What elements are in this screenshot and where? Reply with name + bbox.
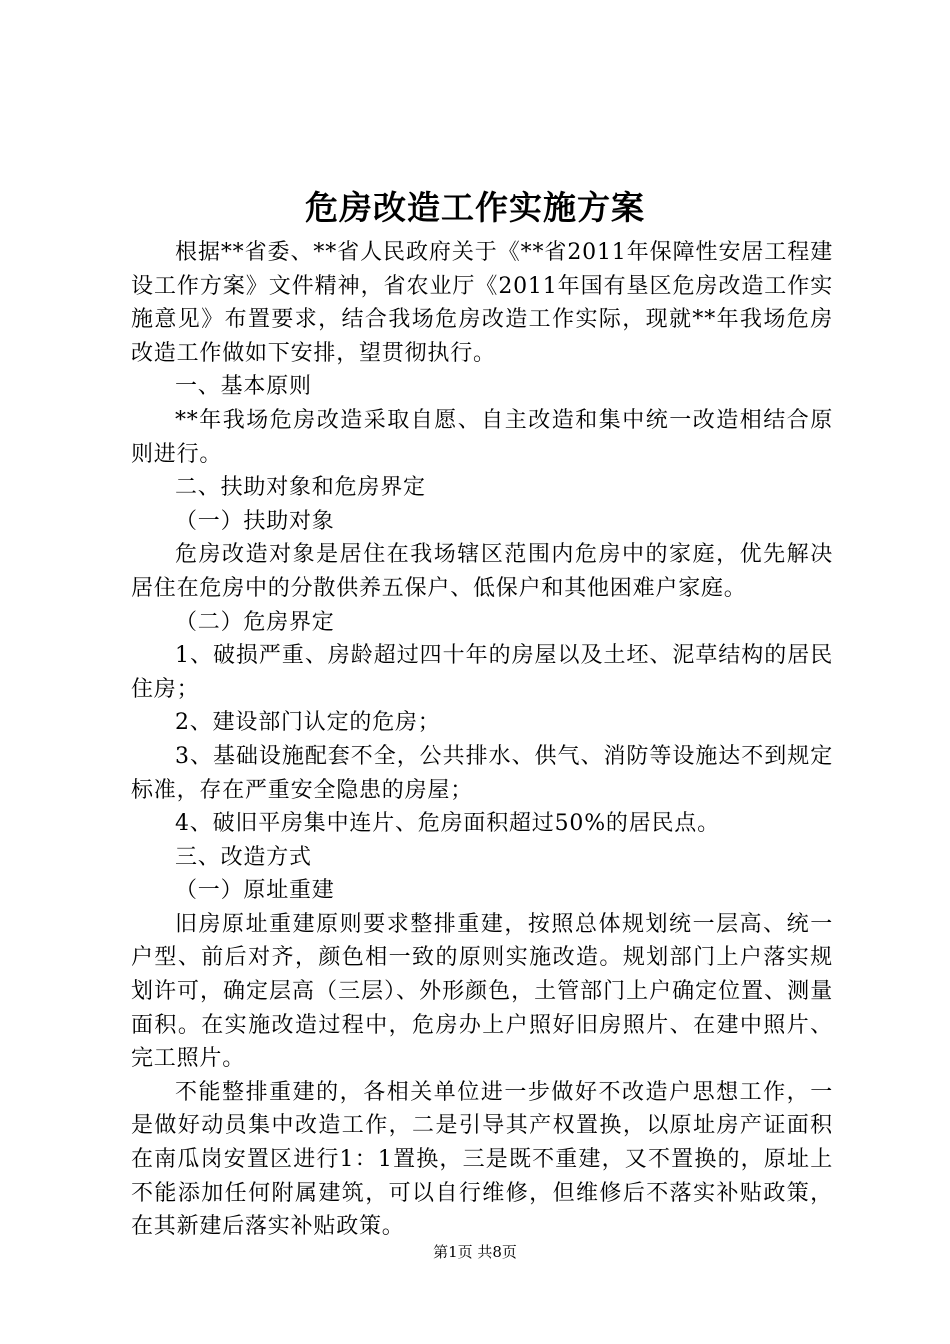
paragraph-intro: 根据**省委、**省人民政府关于《**省2011年保障性安居工程建设工作方案》文件精神，省农业厅《2011年国有垦区危房改造工作实施意见》布置要求，结合我场危房改造工作实际，现就**年我场危房改造工作做如下安排，望贯彻执行。 bbox=[131, 240, 833, 366]
subheading-targets: （一）扶助对象 bbox=[175, 508, 335, 534]
paragraph-rebuild-in-place: 旧房原址重建原则要求整排重建，按照总体规划统一层高、统一户型、前后对齐，颜色相一致的原则实施改造。规划部门上户落实规划许可，确定层高（三层）、外形颜色，土管部门上户确定位置、测量面积。在实施改造过程中，危房办上户照好旧房照片、在建中照片、完工照片。 bbox=[131, 911, 833, 1072]
heading-targets-and-definition: 二、扶助对象和危房界定 bbox=[175, 475, 426, 501]
list-item-2: 2、建设部门认定的危房； bbox=[175, 710, 441, 736]
paragraph-targets: 危房改造对象是居住在我场辖区范围内危房中的家庭，优先解决居住在危房中的分散供养五保户、低保户和其他困难户家庭。 bbox=[131, 542, 833, 601]
list-item-1: 1、破损严重、房龄超过四十年的房屋以及土坯、泥草结构的居民住房； bbox=[131, 643, 833, 702]
document-title: 危房改造工作实施方案 bbox=[305, 188, 645, 227]
paragraph-non-rebuild: 不能整排重建的，各相关单位进一步做好不改造户思想工作，一是做好动员集中改造工作，二是引导其产权置换，以原址房产证面积在南瓜岗安置区进行1：1置换，三是既不重建，又不置换的，原址上不能添加任何附属建筑，可以自行维修，但维修后不落实补贴政策，在其新建后落实补贴政策。 bbox=[131, 1079, 833, 1240]
subheading-definition: （二）危房界定 bbox=[175, 609, 335, 635]
list-item-3: 3、基础设施配套不全，公共排水、供气、消防等设施达不到规定标准，存在严重安全隐患的房屋； bbox=[131, 743, 833, 803]
heading-basic-principles: 一、基本原则 bbox=[175, 374, 312, 400]
heading-renovation-methods: 三、改造方式 bbox=[175, 844, 312, 870]
paragraph-principles: **年我场危房改造采取自愿、自主改造和集中统一改造相结合原则进行。 bbox=[131, 407, 833, 467]
list-item-4: 4、破旧平房集中连片、危房面积超过50%的居民点。 bbox=[175, 811, 720, 837]
subheading-rebuild-in-place: （一）原址重建 bbox=[175, 878, 335, 904]
page-number: 第1页 共8页 bbox=[433, 1243, 517, 1261]
document-body bbox=[131, 236, 833, 1244]
